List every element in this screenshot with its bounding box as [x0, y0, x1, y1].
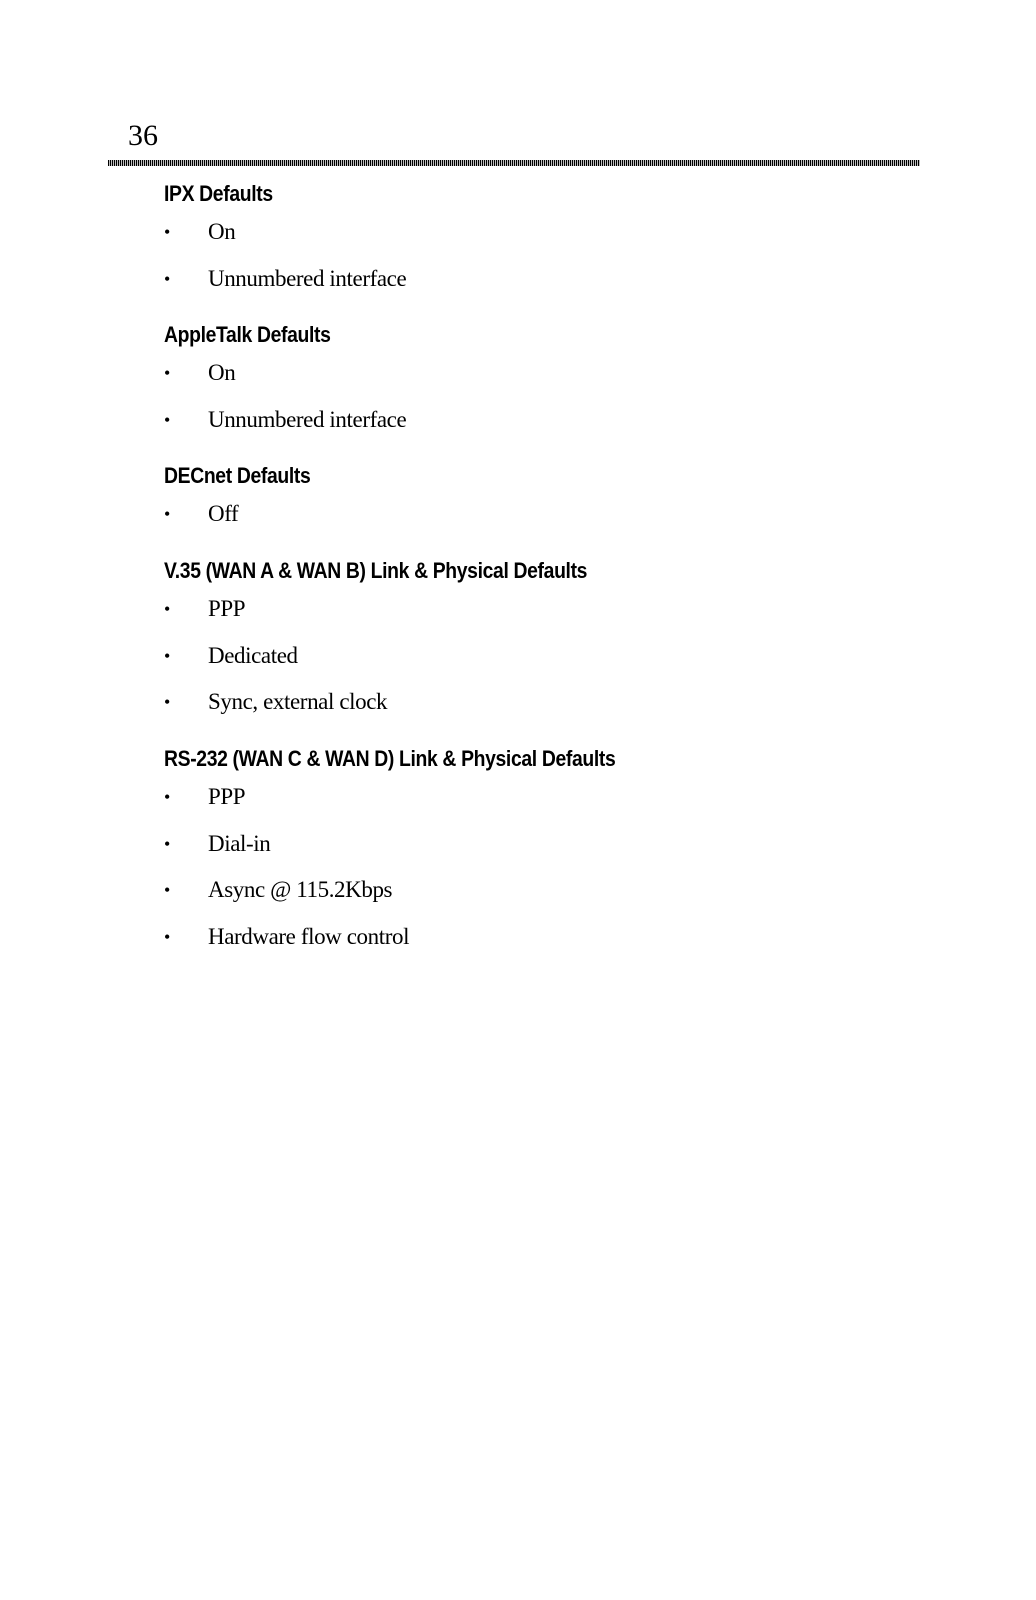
- list-item-text: PPP: [208, 596, 246, 621]
- section-heading: DECnet Defaults: [164, 463, 311, 488]
- defaults-list: [164, 350, 964, 443]
- list-item: [164, 914, 964, 961]
- list-item-text: Dedicated: [208, 642, 298, 668]
- list-item: [164, 633, 964, 680]
- bullet: •: [164, 363, 170, 383]
- defaults-list: [164, 209, 964, 302]
- section-rs232-defaults: [164, 746, 964, 961]
- list-item: [164, 774, 964, 821]
- defaults-list: [164, 774, 964, 961]
- bullet: •: [164, 599, 170, 619]
- bullet: •: [164, 645, 170, 666]
- section-ipx-defaults: [164, 181, 964, 302]
- bullet: •: [164, 268, 170, 289]
- bullet: •: [164, 222, 170, 242]
- list-item-text: Dial-in: [208, 830, 271, 856]
- list-item: [164, 679, 964, 726]
- list-item-text: Unnumbered interface: [208, 406, 407, 432]
- section-heading: RS-232 (WAN C & WAN D) Link & Physical Defaults: [164, 746, 616, 771]
- list-item-text: Unnumbered interface: [208, 265, 407, 291]
- list-item: [164, 821, 964, 868]
- list-item: [164, 209, 964, 256]
- list-item-text: Async @ 115.2Kbps: [208, 877, 393, 903]
- header-rule: [108, 160, 920, 166]
- section-v35-defaults: [164, 558, 964, 726]
- defaults-list: [164, 586, 964, 726]
- list-item-text: Hardware flow control: [208, 924, 410, 950]
- section-heading: AppleTalk Defaults: [164, 322, 331, 347]
- bullet: •: [164, 692, 170, 713]
- list-item: [164, 491, 964, 538]
- section-heading: V.35 (WAN A & WAN B) Link & Physical Defaults: [164, 558, 588, 583]
- bullet: •: [164, 880, 170, 901]
- defaults-list: [164, 491, 964, 538]
- list-item: [164, 397, 964, 444]
- section-heading: IPX Defaults: [164, 181, 273, 206]
- bullet: •: [164, 833, 170, 854]
- bullet: •: [164, 927, 170, 948]
- section-appletalk-defaults: [164, 322, 964, 443]
- bullet: •: [164, 504, 170, 524]
- list-item: [164, 586, 964, 633]
- list-item: [164, 256, 964, 303]
- list-item: [164, 350, 964, 397]
- bullet: •: [164, 787, 170, 807]
- section-decnet-defaults: [164, 463, 964, 538]
- bullet: •: [164, 409, 170, 430]
- list-item-text: Sync, external clock: [208, 689, 388, 715]
- list-item-text: On: [208, 360, 236, 385]
- list-item-text: On: [208, 219, 236, 244]
- list-item-text: Off: [208, 501, 239, 526]
- page-number: 36: [128, 119, 158, 152]
- list-item: [164, 867, 964, 914]
- list-item-text: PPP: [208, 784, 246, 809]
